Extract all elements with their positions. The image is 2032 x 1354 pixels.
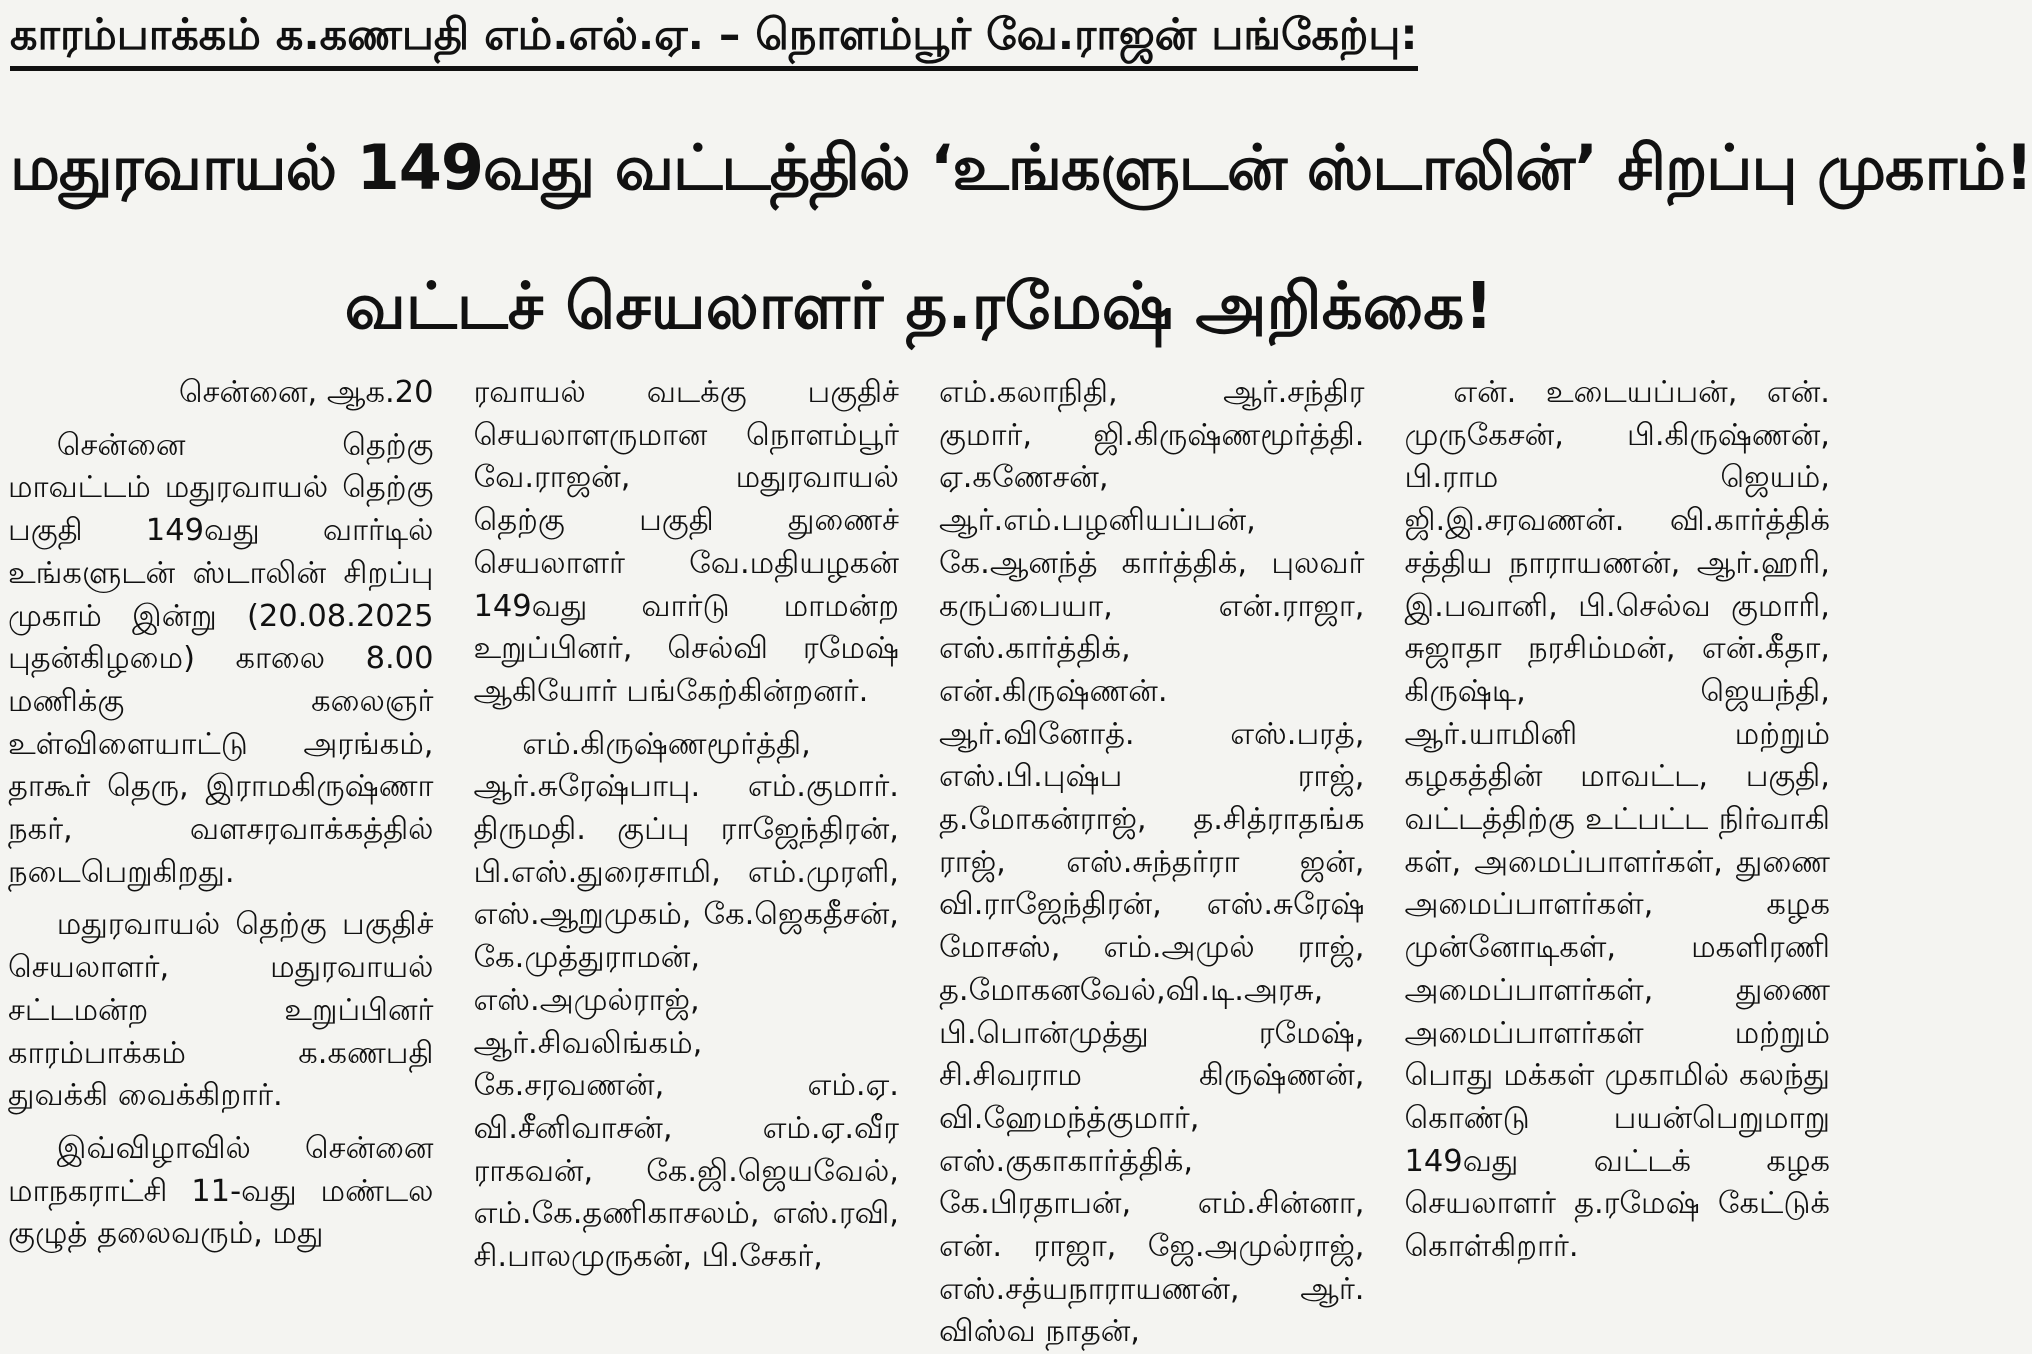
article-body bbox=[8, 372, 1830, 1350]
paragraph: ரவாயல் வடக்கு பகுதிச் செயலாளருமான நொளம்பூர் வே.ராஜன், மதுரவாயல் தெற்கு பகுதி துணைச் செயலாளர் வே.மதியழகன் 149வது வார்டு மாமன்ற உறுப்பினர், செல்வி ரமேஷ் ஆகியோர் பங்கேற்கின்றனர். bbox=[473, 375, 899, 709]
dateline: சென்னை, ஆக.20 bbox=[178, 375, 434, 410]
headline: மதுரவாயல் 149வது வட்டத்தில் ‘உங்களுடன் ஸ்டாலின்’ சிறப்பு முகாம்! bbox=[10, 131, 2032, 204]
column-2 bbox=[474, 372, 900, 1297]
paragraph: சென்னை தெற்கு மாவட்டம் மதுரவாயல் தெற்கு பகுதி 149வது வார்டில் உங்களுடன் ஸ்டாலின் சிறப்பு முகாம் இன்று (20.08.2025 புதன்கிழமை) காலை 8.00 மணிக்கு கலைஞர் உள்விளையாட்டு அரங்கம், தாகூர் தெரு, இராமகிருஷ்ணா நகர், வளசரவாக்கத்தில் நடைபெறுகிறது. bbox=[8, 427, 434, 890]
kicker-text: காரம்பாக்கம் க.கணபதி எம்.எல்.ஏ. – நொளம்பூர் வே.ராஜன் பங்கேற்பு: bbox=[10, 6, 1418, 71]
subheadline: வட்டச் செயலாளர் த.ரமேஷ் அறிக்கை! bbox=[344, 270, 1494, 344]
column-4 bbox=[1405, 372, 1831, 1297]
paragraph: எம்.கிருஷ்ணமூர்த்தி, ஆர்.சுரேஷ்பாபு. எம்.குமார். திருமதி. குப்பு ராஜேந்திரன், பி.எஸ்.துரைசாமி, எம்.முரளி, எஸ்.ஆறுமுகம், கே.ஜெகதீசன், கே.முத்துராமன், எஸ்.அமுல்ராஜ், ஆர்.சிவலிங்கம், கே.சரவணன், எம்.ஏ. வி.சீனிவாசன், எம்.ஏ.வீர ராகவன், கே.ஜி.ஜெயவேல், எம்.கே.தணிகாசலம், எஸ்.ரவி, சி.பாலமுருகன், பி.சேகர், bbox=[473, 726, 899, 1275]
column-1 bbox=[8, 372, 434, 1297]
column-3 bbox=[939, 372, 1365, 1350]
paragraph: எம்.கலாநிதி, ஆர்.சந்திர குமார், ஜி.கிருஷ்ணமூர்த்தி. ஏ.கணேசன், ஆர்.எம்.பழனியப்பன், கே.ஆனந்த் கார்த்திக், புலவர் கருப்பையா, என்.ராஜா, எஸ்.கார்த்திக், என்.கிருஷ்ணன். ஆர்.வினோத். எஸ்.பரத், எஸ்.பி.புஷ்ப ராஜ், த.மோகன்ராஜ், த.சித்ராதங்க ராஜ், எஸ்.சுந்தர்ரா ஜன், வி.ராஜேந்திரன், எஸ்.சுரேஷ் மோசஸ், எம்.அமுல் ராஜ், த.மோகனவேல்,வி.டி.அரசு, பி.பொன்முத்து ரமேஷ், சி.சிவராம கிருஷ்ணன், வி.ஹேமந்த்குமார், எஸ்.குகாகார்த்திக், கே.பிரதாபன், எம்.சின்னா, என். ராஜா, ஜே.அமுல்ராஜ், எஸ்.சத்யநாராயணன், ஆர். விஸ்வ நாதன், bbox=[939, 375, 1365, 1350]
paragraph: என். உடையப்பன், என். முருகேசன், பி.கிருஷ்ணன், பி.ராம ஜெயம், ஜி.இ.சரவணன். வி.கார்த்திக் சத்திய நாராயணன், ஆர்.ஹரி, இ.பவானி, பி.செல்வ குமாரி, சுஜாதா நரசிம்மன், என்.கீதா, கிருஷ்டி, ஜெயந்தி, ஆர்.யாமினி மற்றும் கழகத்தின் மாவட்ட, பகுதி, வட்டத்திற்கு உட்பட்ட நிர்வாகி கள், அமைப்பாளர்கள், துணை அமைப்பாளர்கள், கழக முன்னோடிகள், மகளிரணி அமைப்பாளர்கள், துணை அமைப்பாளர்கள் மற்றும் பொது மக்கள் முகாமில் கலந்து கொண்டு பயன்பெறுமாறு 149வது வட்டக் கழக செயலாளர் த.ரமேஷ் கேட்டுக் கொள்கிறார். bbox=[1404, 375, 1830, 1265]
kicker-row bbox=[10, 6, 1650, 71]
paragraph: இவ்விழாவில் சென்னை மாநகராட்சி 11-வது மண்டல குழுத் தலைவரும், மது bbox=[8, 1130, 434, 1252]
paragraph: மதுரவாயல் தெற்கு பகுதிச் செயலாளர், மதுரவாயல் சட்டமன்ற உறுப்பினர் காரம்பாக்கம் க.கணபதி துவக்கி வைக்கிறார். bbox=[8, 907, 434, 1114]
